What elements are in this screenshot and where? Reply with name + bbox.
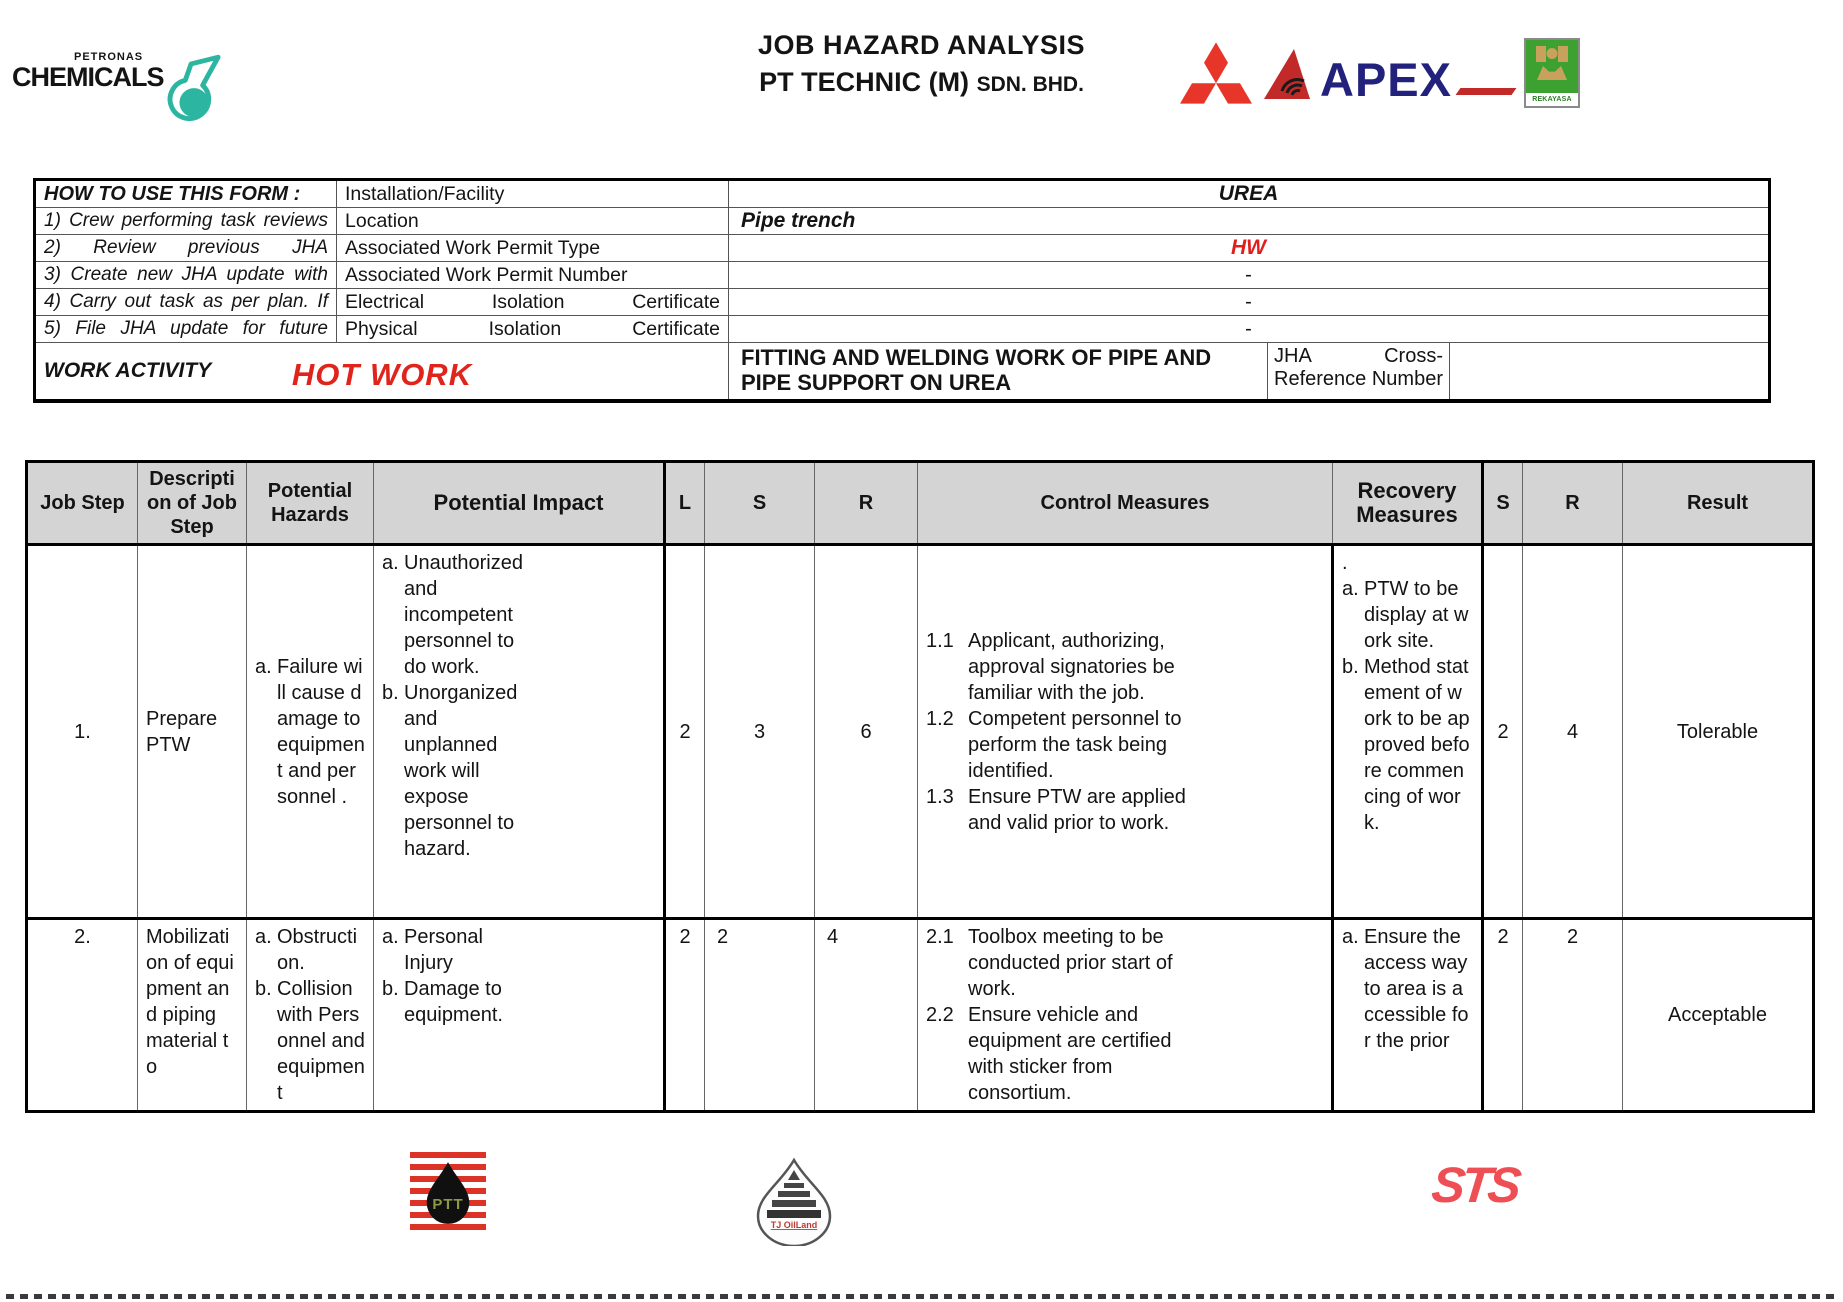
- instruction-line: 1) Crew performing task reviews: [35, 208, 337, 235]
- electrical-cert-value: -: [729, 289, 1770, 316]
- location-value: Pipe trench: [729, 208, 1770, 235]
- list-item: a. Personal Injury: [382, 926, 483, 974]
- work-activity-cell: [35, 343, 729, 402]
- jha-row: [27, 545, 1814, 919]
- hazards-cell: [247, 919, 374, 1112]
- clipped-text-edge: [6, 1294, 1837, 1299]
- job-step-cell: 1.: [27, 545, 138, 919]
- field-label: Installation/Facility: [337, 180, 729, 208]
- jha-header-row: [27, 462, 1814, 545]
- mitsubishi-diamonds-icon: [1180, 40, 1252, 106]
- col-header-severity: S: [705, 462, 815, 545]
- apex-logo: [1262, 45, 1514, 106]
- result-cell: Tolerable: [1623, 545, 1814, 919]
- work-activity-label: WORK ACTIVITY: [44, 359, 212, 382]
- col-header-result: Result: [1623, 462, 1814, 545]
- jha-table: [25, 460, 1815, 1113]
- col-header-severity2: S: [1483, 462, 1523, 545]
- rekayasa-wordmark: REKAYASA: [1526, 93, 1578, 106]
- work-activity-row: [35, 343, 1770, 402]
- rekayasa-logo: [1524, 38, 1580, 108]
- jha-row: [27, 919, 1814, 1112]
- list-item: b. Collision with Personnel and equipment: [255, 978, 365, 1102]
- activity-description: FITTING AND WELDING WORK OF PIPE AND PIPE SUPPORT ON UREA: [741, 345, 1212, 395]
- control-measures-cell: [918, 545, 1333, 919]
- col-header-job-step: Job Step: [27, 462, 138, 545]
- tj-wordmark: TJ OilLand: [770, 1220, 818, 1230]
- instruction-line: 3) Create new JHA update with: [35, 262, 337, 289]
- ptt-oil-drop-icon: [419, 1160, 477, 1226]
- list-item: a. Unauthorized and incompetent personnel to do work.: [382, 552, 523, 678]
- control-item: 2.1 Toolbox meeting to be conducted prior start of work.: [926, 926, 1173, 1000]
- apex-triangle-icon: [1262, 45, 1320, 101]
- control-item: 2.2 Ensure vehicle and equipment are certified with sticker from consortium.: [926, 1004, 1172, 1104]
- info-row: [35, 316, 1770, 343]
- control-measures-cell: [918, 919, 1333, 1112]
- apex-wordmark: APEX: [1320, 52, 1452, 106]
- work-activity-detail-cell: [729, 343, 1770, 402]
- impact-cell: [374, 545, 665, 919]
- ptt-wordmark: PTT: [432, 1196, 464, 1213]
- chemicals-wordmark: CHEMICALS: [12, 62, 164, 92]
- info-row: [35, 289, 1770, 316]
- company-suffix: SDN. BHD.: [976, 73, 1084, 96]
- list-item: b. Method statement of work to be approved before commencing of work.: [1342, 656, 1470, 834]
- severity-cell: 3: [705, 545, 815, 919]
- col-header-control: Control Measures: [918, 462, 1333, 545]
- list-item: a. Obstruction.: [255, 926, 358, 974]
- col-header-hazards: Potential Hazards: [247, 462, 374, 545]
- apex-swoosh: [1456, 88, 1517, 95]
- control-item: 1.2 Competent personnel to perform the task being identified.: [926, 707, 1182, 782]
- severity-cell: 2: [705, 919, 815, 1112]
- control-item: 1.1 Applicant, authorizing, approval signatories be familiar with the job.: [926, 629, 1175, 704]
- permit-type-value: HW: [729, 235, 1770, 262]
- col-header-recovery: Recovery Measures: [1333, 462, 1483, 545]
- job-step-cell: 2.: [27, 919, 138, 1112]
- field-label: Electrical Isolation Certificate: [337, 289, 729, 316]
- control-item: 1.3 Ensure PTW are applied and valid prior to work.: [926, 785, 1186, 834]
- jha-cross-ref-label: JHA Cross-Reference Number: [1267, 343, 1449, 399]
- info-form-table: [33, 178, 1771, 403]
- col-header-description: Description of Job Step: [138, 462, 247, 545]
- info-row: [35, 235, 1770, 262]
- info-row: [35, 262, 1770, 289]
- recovery-measures-cell: [1333, 919, 1483, 1112]
- info-row: [35, 208, 1770, 235]
- description-cell: Prepare PTW: [138, 545, 247, 919]
- page-title: JOB HAZARD ANALYSIS: [757, 30, 1086, 60]
- risk-cell: 4: [815, 919, 918, 1112]
- jha-cross-ref-value: [1449, 343, 1768, 399]
- list-item: a. Ensure the access way to area is accessible for the prior: [1342, 926, 1469, 1052]
- info-row: [35, 180, 1770, 208]
- col-header-impact: Potential Impact: [374, 462, 665, 545]
- severity2-cell: 2: [1483, 545, 1523, 919]
- likelihood-cell: 2: [665, 545, 705, 919]
- how-to-use-title: HOW TO USE THIS FORM :: [35, 180, 337, 208]
- hazards-cell: [247, 545, 374, 919]
- list-item: b. Unorganized and unplanned work will expose personnel to hazard.: [382, 682, 518, 860]
- partner-logos: [1180, 38, 1580, 108]
- permit-number-value: -: [729, 262, 1770, 289]
- instruction-line: 2) Review previous JHA: [35, 235, 337, 262]
- installation-value: UREA: [729, 180, 1770, 208]
- list-item: a. Failure will cause damage to equipment and personnel .: [255, 655, 365, 808]
- field-label: Associated Work Permit Type: [337, 235, 729, 262]
- likelihood-cell: 2: [665, 919, 705, 1112]
- severity2-cell: 2: [1483, 919, 1523, 1112]
- risk-cell: 6: [815, 545, 918, 919]
- description-cell: Mobilization of equipment and piping material to: [138, 919, 247, 1112]
- risk2-cell: 2: [1523, 919, 1623, 1112]
- field-label: Physical Isolation Certificate: [337, 316, 729, 343]
- col-header-likelihood: L: [665, 462, 705, 545]
- instruction-line: 5) File JHA update for future: [35, 316, 337, 343]
- list-item: a. PTW to be display at work site.: [1342, 578, 1469, 652]
- ptt-logo: [410, 1152, 486, 1234]
- col-header-risk: R: [815, 462, 918, 545]
- recovery-prefix: .: [1342, 552, 1348, 574]
- recovery-measures-cell: [1333, 545, 1483, 919]
- col-header-risk2: R: [1523, 462, 1623, 545]
- instruction-line: 4) Carry out task as per plan. If: [35, 289, 337, 316]
- company-name: PT TECHNIC (M): [759, 67, 970, 97]
- field-label: Location: [337, 208, 729, 235]
- physical-cert-value: -: [729, 316, 1770, 343]
- petronas-wordmark: PETRONAS: [74, 51, 144, 63]
- list-item: b. Damage to equipment.: [382, 978, 503, 1026]
- field-label: Associated Work Permit Number: [337, 262, 729, 289]
- sts-logo: STS: [1429, 1157, 1521, 1213]
- result-cell: Acceptable: [1623, 919, 1814, 1112]
- impact-cell: [374, 919, 665, 1112]
- tj-oilland-logo: [748, 1158, 840, 1251]
- risk2-cell: 4: [1523, 545, 1623, 919]
- work-type-value: HOT WORK: [291, 357, 473, 392]
